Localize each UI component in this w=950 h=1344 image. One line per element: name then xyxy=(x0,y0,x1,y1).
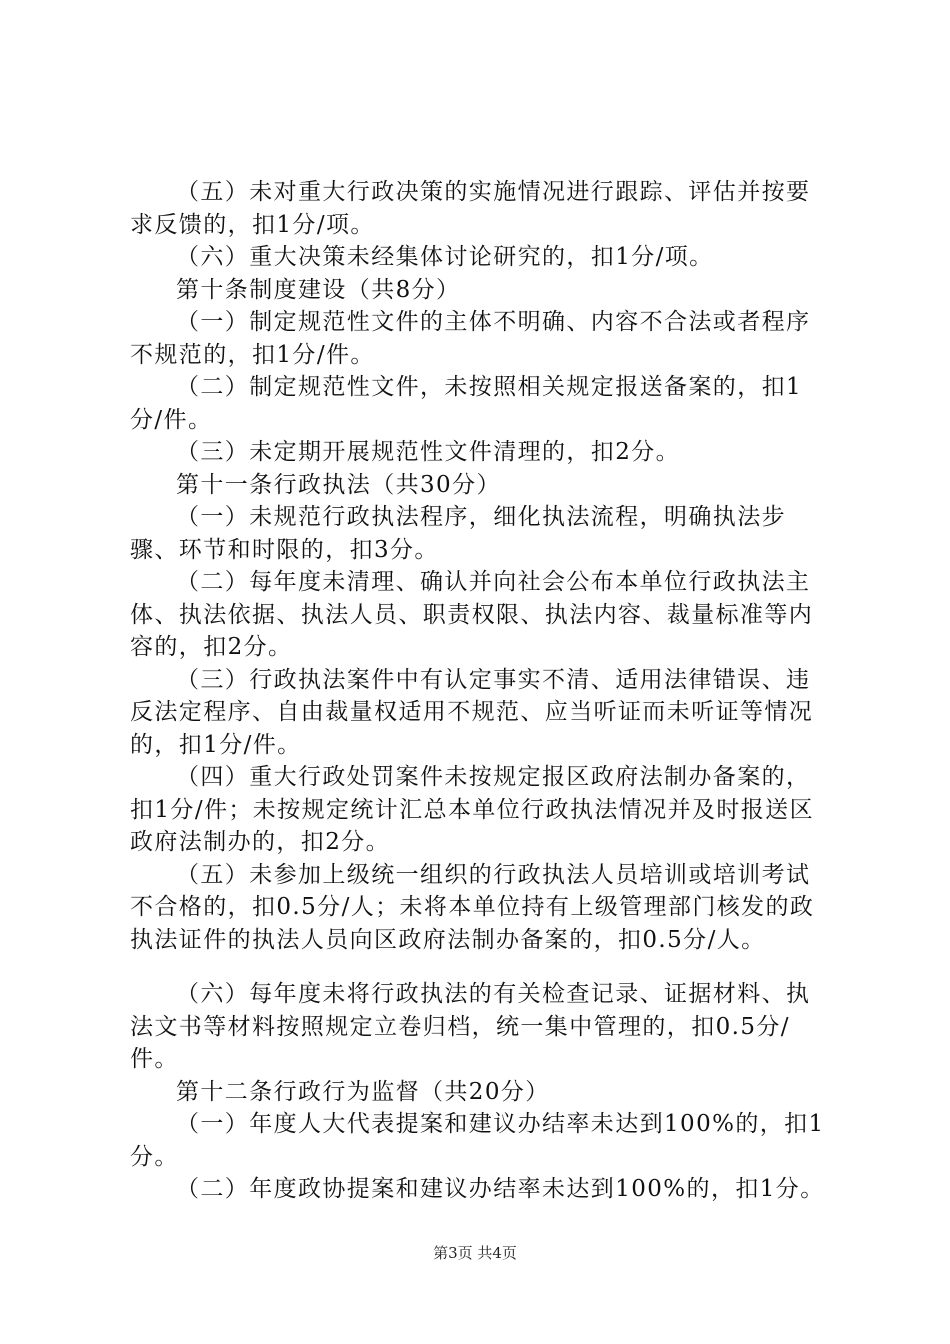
article-11-item-5: （五）未参加上级统一组织的行政执法人员培训或培训考试不合格的，扣0.5分/人；未将本单位持有上级管理部门核发的政执法证件的执法人员向区政府法制办备案的，扣0.5分/人。 xyxy=(130,861,815,953)
article-12-item-1: （一）年度人大代表提案和建议办结率未达到100%的，扣1分。 xyxy=(130,1111,825,1170)
page-number-footer: 第3页 共4页 xyxy=(433,1244,517,1262)
article-10-item-3: （三）未定期开展规范性文件清理的，扣2分。 xyxy=(176,439,681,465)
paragraph-spacer xyxy=(130,956,830,978)
article-11-item-3: （三）行政执法案件中有认定事实不清、适用法律错误、违反法定程序、自由裁量权适用不规范、应当听证而未听证等情况的，扣1分/件。 xyxy=(130,666,814,758)
article-12-heading: 第十二条行政行为监督（共20分） xyxy=(176,1078,550,1105)
paragraph-item-5: （五）未对重大行政决策的实施情况进行跟踪、评估并按要求反馈的，扣1分/项。 xyxy=(130,179,811,238)
article-12-item-2: （二）年度政协提案和建议办结率未达到100%的，扣1分。 xyxy=(176,1176,825,1202)
article-10-item-1: （一）制定规范性文件的主体不明确、内容不合法或者程序不规范的，扣1分/件。 xyxy=(130,309,811,368)
article-11-heading: 第十一条行政执法（共30分） xyxy=(176,471,501,498)
article-11-item-1: （一）未规范行政执法程序，细化执法流程，明确执法步骤、环节和时限的，扣3分。 xyxy=(130,504,786,563)
paragraph-item-6: （六）重大决策未经集体讨论研究的，扣1分/项。 xyxy=(176,244,714,270)
article-11-item-4: （四）重大行政处罚案件未按规定报区政府法制办备案的，扣1分/件；未按规定统计汇总本单位行政执法情况并及时报送区政府法制办的，扣2分。 xyxy=(130,764,814,855)
article-10-heading: 第十条制度建设（共8分） xyxy=(176,276,461,303)
article-11-item-2: （二）每年度未清理、确认并向社会公布本单位行政执法主体、执法依据、执法人员、职责权限、执法内容、裁量标准等内容的，扣2分。 xyxy=(130,569,814,660)
document-body xyxy=(130,176,830,1206)
article-11-item-6: （六）每年度未将行政执法的有关检查记录、证据材料、执法文书等材料按照规定立卷归档，统一集中管理的，扣0.5分/件。 xyxy=(130,981,811,1072)
article-10-item-2: （二）制定规范性文件，未按照相关规定报送备案的，扣1分/件。 xyxy=(130,374,803,433)
